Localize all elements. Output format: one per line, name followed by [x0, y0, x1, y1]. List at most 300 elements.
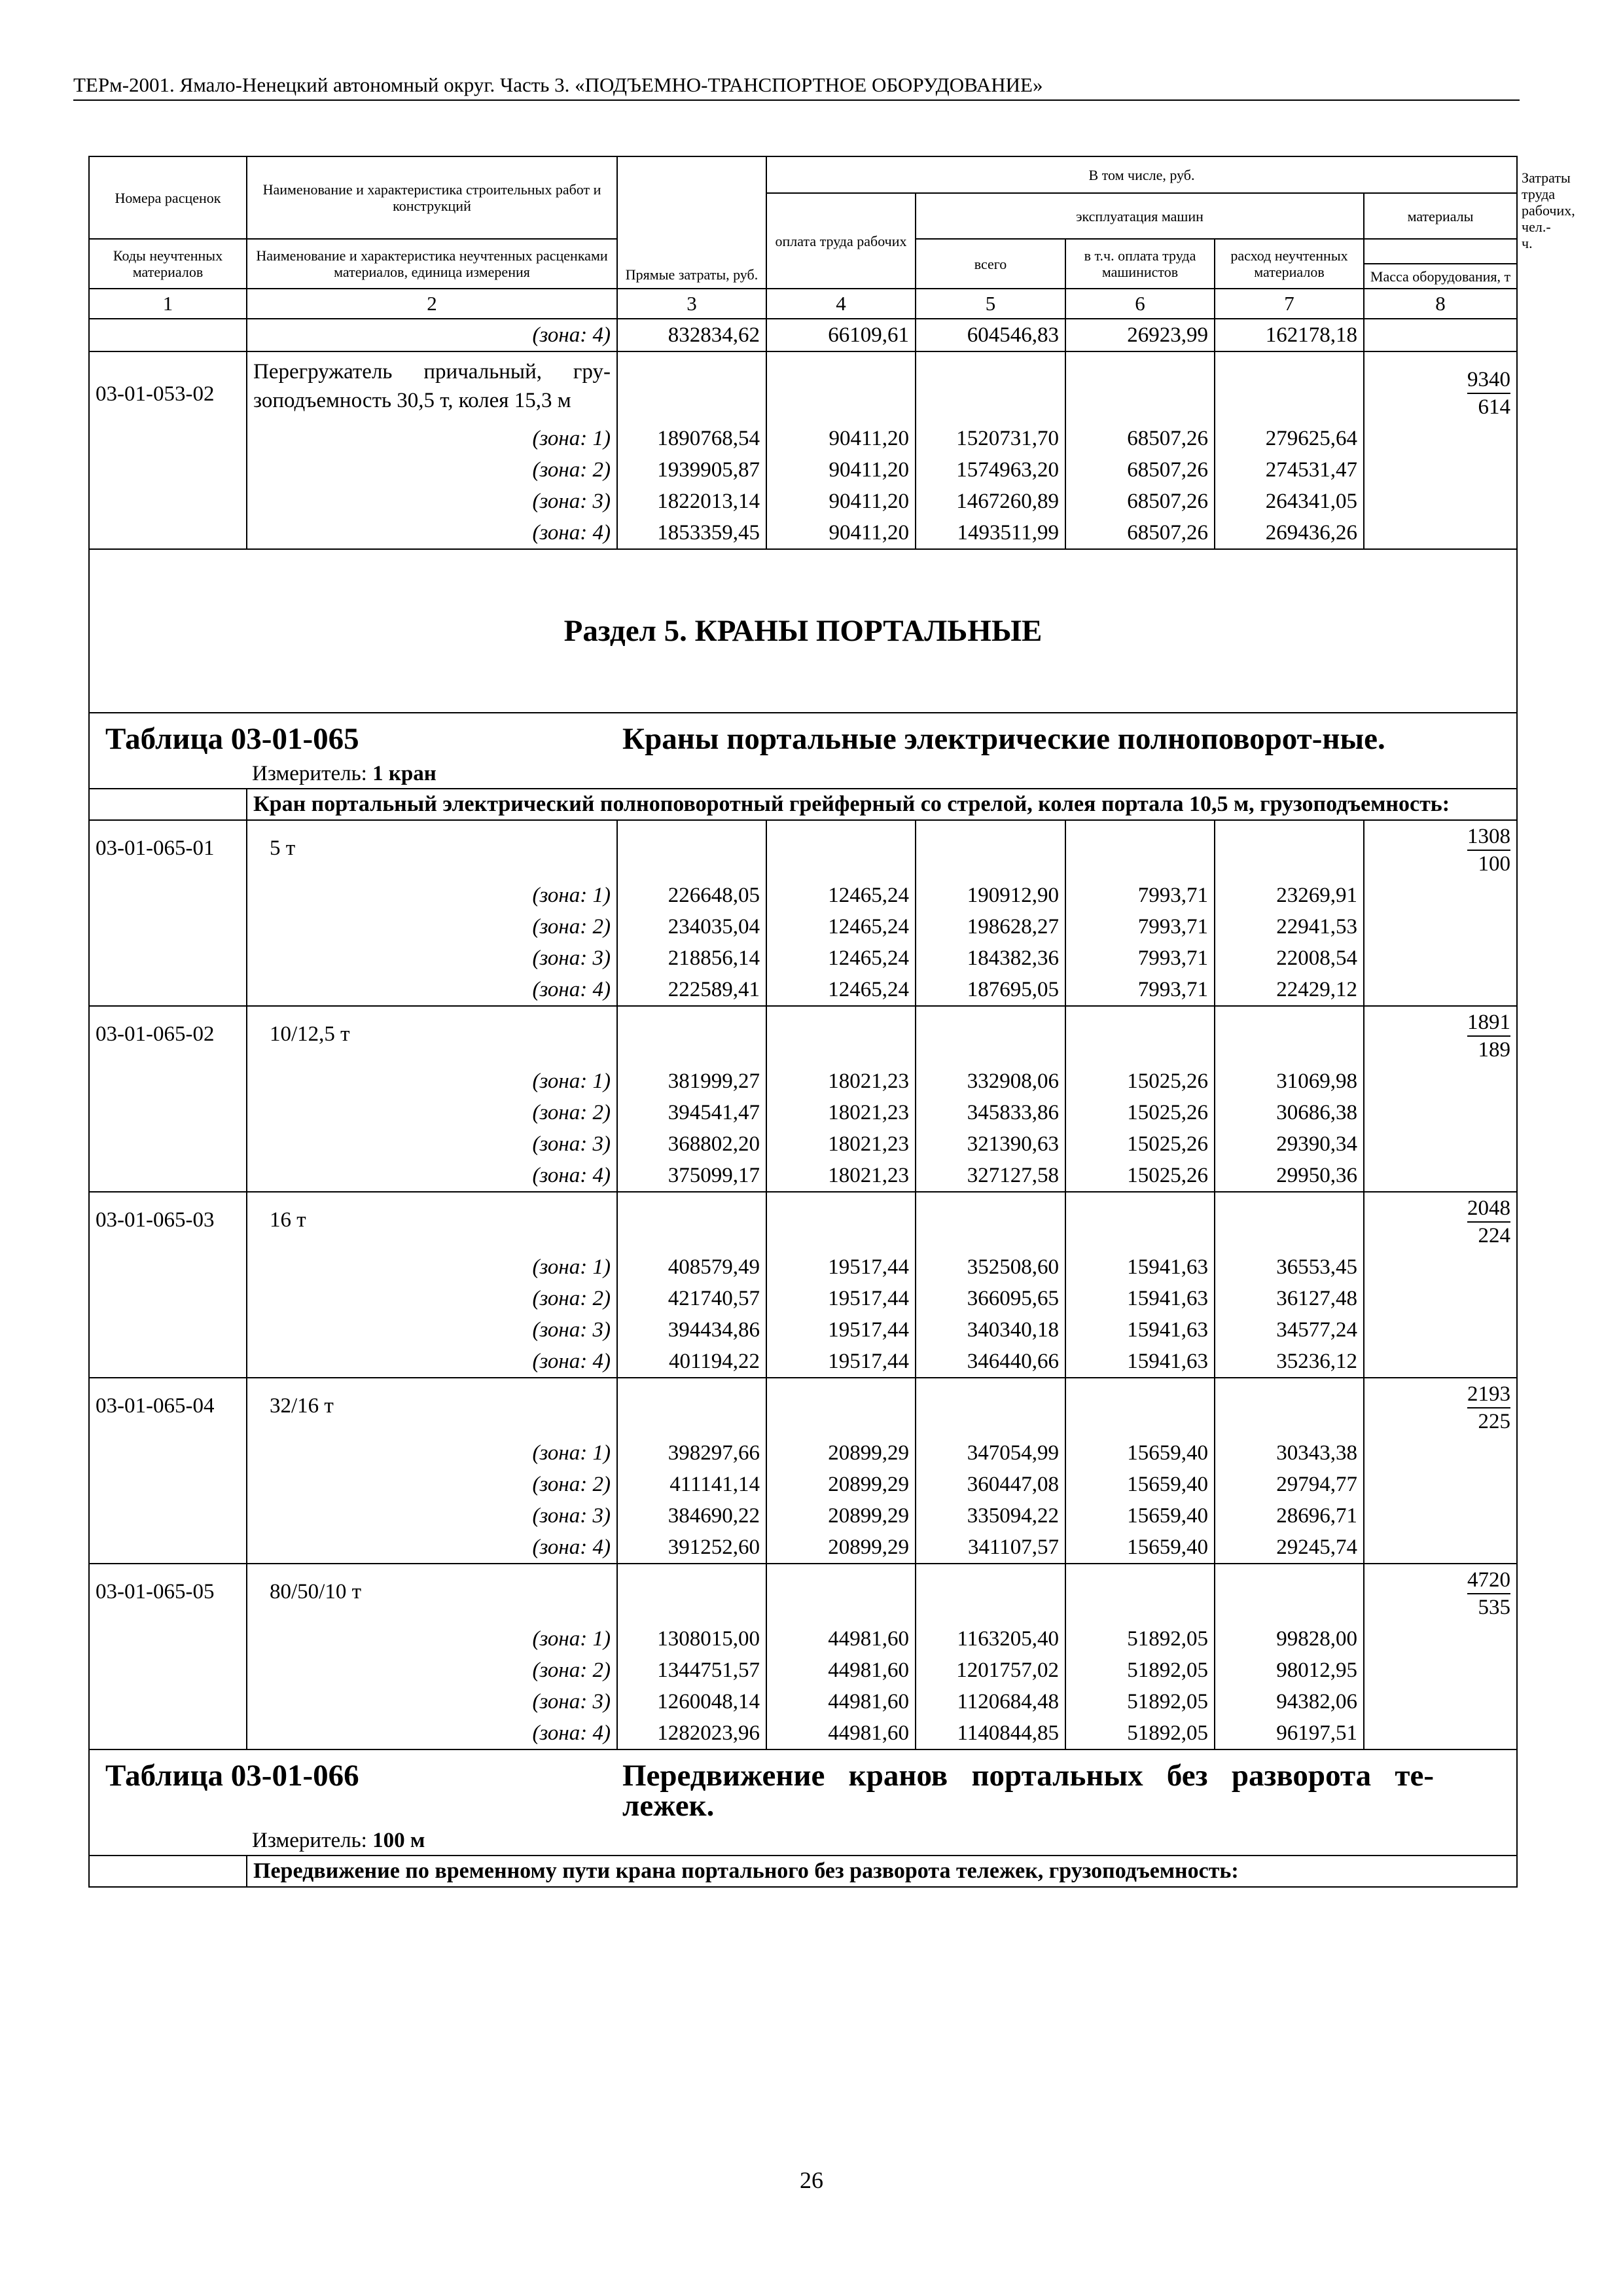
empty-cell: [89, 911, 247, 942]
head-unacc: расход неучтенных материалов: [1215, 239, 1364, 289]
value-cell: 408579,49: [617, 1251, 766, 1283]
empty-cell: [1065, 1006, 1215, 1066]
equipment-mass-value: 535: [1478, 1596, 1511, 1619]
zone-row: [89, 880, 1517, 911]
empty-cell: [1364, 423, 1517, 454]
empty-cell: [1364, 1346, 1517, 1378]
zone-label: (зона: 1): [247, 1251, 617, 1283]
value-cell: 218856,14: [617, 942, 766, 974]
labor-cost-value: 4720: [1467, 1567, 1510, 1594]
value-cell: 98012,95: [1215, 1655, 1364, 1686]
empty-cell: [1364, 1686, 1517, 1717]
empty-cell: [89, 1251, 247, 1283]
empty-cell: [89, 1655, 247, 1686]
zone-label: (зона: 3): [247, 1686, 617, 1717]
head-direct: Прямые затраты, руб.: [617, 156, 766, 289]
value-cell: 35236,12: [1215, 1346, 1364, 1378]
section-row: [89, 549, 1517, 713]
empty-cell: [1364, 880, 1517, 911]
empty-cell: [89, 1437, 247, 1469]
zone-row: [89, 1097, 1517, 1128]
value-cell: 274531,47: [1215, 454, 1364, 486]
zone-label: (зона: 3): [247, 1314, 617, 1346]
running-header: ТЕРм-2001. Ямало-Ненецкий автономный округ. Часть 3. «ПОДЪЕМНО-ТРАНСПОРТНОЕ ОБОРУДОВАНИЕ»: [73, 73, 1520, 101]
zone-label: (зона: 4): [247, 1346, 617, 1378]
value-cell: 22008,54: [1215, 942, 1364, 974]
empty-cell: [1364, 1314, 1517, 1346]
col-number: 5: [916, 289, 1065, 319]
value-cell: 51892,05: [1065, 1717, 1215, 1749]
empty-cell: [617, 1192, 766, 1251]
zone-row: [89, 486, 1517, 517]
zone-row: [89, 1469, 1517, 1500]
labor-fraction: [1364, 1192, 1517, 1251]
head-materials: материалы: [1364, 193, 1517, 239]
value-cell: 15025,26: [1065, 1097, 1215, 1128]
value-cell: 19517,44: [766, 1283, 916, 1314]
labor-cost-value: 1891: [1467, 1009, 1510, 1037]
value-cell: 15025,26: [1065, 1128, 1215, 1160]
empty-cell: [1364, 1437, 1517, 1469]
value-cell: 340340,18: [916, 1314, 1065, 1346]
value-cell: 347054,99: [916, 1437, 1065, 1469]
zone-row: [89, 1623, 1517, 1655]
value-cell: 12465,24: [766, 880, 916, 911]
value-cell: 1574963,20: [916, 454, 1065, 486]
empty-cell: [89, 1128, 247, 1160]
empty-cell: [617, 1564, 766, 1623]
empty-cell: [89, 880, 247, 911]
rate-row: [89, 1192, 1517, 1251]
empty-cell: [89, 1314, 247, 1346]
value-cell: 68507,26: [1065, 423, 1215, 454]
labor-cost-value: 2048: [1467, 1195, 1510, 1223]
value-cell: 96197,51: [1215, 1717, 1364, 1749]
section-title: Раздел 5. КРАНЫ ПОРТАЛЬНЫЕ: [89, 549, 1517, 713]
group-heading: Кран портальный электрический полноповоротный грейферный со стрелой, колея портала 10,5 м, грузоподъемность:: [247, 789, 1517, 820]
value-cell: 198628,27: [916, 911, 1065, 942]
zone-label: (зона: 4): [247, 1717, 617, 1749]
value-cell: 68507,26: [1065, 517, 1215, 549]
rate-row: [89, 820, 1517, 880]
value-cell: 162178,18: [1215, 319, 1364, 351]
value-cell: 44981,60: [766, 1686, 916, 1717]
empty-cell: [89, 517, 247, 549]
value-cell: 44981,60: [766, 1655, 916, 1686]
value-cell: 1308015,00: [617, 1623, 766, 1655]
empty-cell: [1364, 1128, 1517, 1160]
col-number: 4: [766, 289, 916, 319]
value-cell: 604546,83: [916, 319, 1065, 351]
empty-cell: [766, 1564, 916, 1623]
rate-code: 03-01-065-02: [89, 1006, 247, 1066]
rate-name: Перегружатель причальный, гру-зоподъемность 30,5 т, колея 15,3 м: [247, 351, 617, 423]
value-cell: 29390,34: [1215, 1128, 1364, 1160]
value-cell: 36127,48: [1215, 1283, 1364, 1314]
empty-cell: [1364, 1532, 1517, 1564]
zone-label: (зона: 1): [247, 1437, 617, 1469]
empty-cell: [1364, 486, 1517, 517]
value-cell: 94382,06: [1215, 1686, 1364, 1717]
zone-label: (зона: 4): [247, 1160, 617, 1192]
value-cell: 28696,71: [1215, 1500, 1364, 1532]
value-cell: 421740,57: [617, 1283, 766, 1314]
zone-row: [89, 974, 1517, 1006]
value-cell: 30686,38: [1215, 1097, 1364, 1128]
empty-cell: [89, 974, 247, 1006]
value-cell: 1493511,99: [916, 517, 1065, 549]
value-cell: 15941,63: [1065, 1346, 1215, 1378]
empty-cell: [1364, 1469, 1517, 1500]
labor-fraction: [1364, 1378, 1517, 1437]
empty-cell: [89, 1160, 247, 1192]
value-cell: 1260048,14: [617, 1686, 766, 1717]
empty-cell: [1364, 1500, 1517, 1532]
value-cell: 30343,38: [1215, 1437, 1364, 1469]
value-cell: 51892,05: [1065, 1623, 1215, 1655]
measure-label: Измеритель:: [252, 762, 373, 785]
value-cell: 345833,86: [916, 1097, 1065, 1128]
zone-label: (зона: 2): [247, 911, 617, 942]
empty-cell: [89, 1686, 247, 1717]
value-cell: 18021,23: [766, 1160, 916, 1192]
value-cell: 352508,60: [916, 1251, 1065, 1283]
value-cell: 15941,63: [1065, 1314, 1215, 1346]
rate-code: 03-01-065-04: [89, 1378, 247, 1437]
empty-cell: [766, 1378, 916, 1437]
value-cell: 832834,62: [617, 319, 766, 351]
zone-row: [89, 1346, 1517, 1378]
value-cell: 187695,05: [916, 974, 1065, 1006]
value-cell: 90411,20: [766, 486, 916, 517]
value-cell: 346440,66: [916, 1346, 1065, 1378]
rate-name: 10/12,5 т: [247, 1006, 617, 1066]
measure: [105, 759, 1501, 788]
empty-cell: [89, 1623, 247, 1655]
empty-cell: [766, 1192, 916, 1251]
empty-cell: [89, 1097, 247, 1128]
zone-label: (зона: 3): [247, 486, 617, 517]
zone-row: [89, 911, 1517, 942]
head-labor-pay: оплата труда рабочих: [766, 193, 916, 289]
value-cell: 23269,91: [1215, 880, 1364, 911]
value-cell: 366095,65: [916, 1283, 1065, 1314]
table065-title-row: [89, 713, 1517, 789]
head-code: Номера расценок: [89, 156, 247, 239]
value-cell: 99828,00: [1215, 1623, 1364, 1655]
value-cell: 222589,41: [617, 974, 766, 1006]
rate-row: [89, 1564, 1517, 1623]
value-cell: 332908,06: [916, 1066, 1065, 1097]
value-cell: 20899,29: [766, 1500, 916, 1532]
value-cell: 391252,60: [617, 1532, 766, 1564]
equipment-mass-value: 614: [1478, 395, 1511, 419]
rate-name: 5 т: [247, 820, 617, 880]
value-cell: 341107,57: [916, 1532, 1065, 1564]
value-cell: 19517,44: [766, 1314, 916, 1346]
zone-label: (зона: 3): [247, 1500, 617, 1532]
value-cell: 394434,86: [617, 1314, 766, 1346]
value-cell: 90411,20: [766, 423, 916, 454]
head-machines: эксплуатация машин: [916, 193, 1364, 239]
zone-row: [89, 1437, 1517, 1469]
empty-cell: [89, 942, 247, 974]
value-cell: 1282023,96: [617, 1717, 766, 1749]
value-cell: 18021,23: [766, 1066, 916, 1097]
labor-fraction: [1364, 820, 1517, 880]
value-cell: 15659,40: [1065, 1469, 1215, 1500]
empty-cell: [89, 1717, 247, 1749]
rate-row: [89, 1006, 1517, 1066]
column-numbers-row: [89, 289, 1517, 319]
value-cell: 264341,05: [1215, 486, 1364, 517]
empty-cell: [1364, 974, 1517, 1006]
value-cell: 12465,24: [766, 942, 916, 974]
empty-cell: [1364, 942, 1517, 974]
labor-fraction: [1364, 1006, 1517, 1066]
empty-cell: [916, 1192, 1065, 1251]
labor-cost-value: 9340: [1467, 367, 1510, 394]
value-cell: 22429,12: [1215, 974, 1364, 1006]
empty-cell: [1215, 1564, 1364, 1623]
zone-label: (зона: 2): [247, 1097, 617, 1128]
zone-label: (зона: 4): [247, 1532, 617, 1564]
head-mach-pay: в т.ч. оплата труда машинистов: [1065, 239, 1215, 289]
empty-cell: [1065, 1192, 1215, 1251]
value-cell: 411141,14: [617, 1469, 766, 1500]
value-cell: 234035,04: [617, 911, 766, 942]
value-cell: 15941,63: [1065, 1251, 1215, 1283]
empty-cell: [1364, 517, 1517, 549]
empty-cell: [766, 820, 916, 880]
value-cell: 7993,71: [1065, 974, 1215, 1006]
zone-row: [89, 1686, 1517, 1717]
value-cell: 1140844,85: [916, 1717, 1065, 1749]
labor-fraction: [1364, 1564, 1517, 1623]
value-cell: 394541,47: [617, 1097, 766, 1128]
empty-cell: [1364, 1717, 1517, 1749]
value-cell: 44981,60: [766, 1623, 916, 1655]
value-cell: 19517,44: [766, 1346, 916, 1378]
value-cell: 368802,20: [617, 1128, 766, 1160]
value-cell: 335094,22: [916, 1500, 1065, 1532]
zone-row: [89, 517, 1517, 549]
value-cell: 327127,58: [916, 1160, 1065, 1192]
zone-row: [89, 423, 1517, 454]
value-cell: 15941,63: [1065, 1283, 1215, 1314]
group-heading: Передвижение по временному пути крана портального без разворота тележек, грузоподъемность:: [247, 1856, 1517, 1887]
col-number: 7: [1215, 289, 1364, 319]
head-name: Наименование и характеристика строительных работ и конструкций: [247, 156, 617, 239]
measure-label: Измеритель:: [252, 1829, 373, 1852]
value-cell: 31069,98: [1215, 1066, 1364, 1097]
value-cell: 29950,36: [1215, 1160, 1364, 1192]
value-cell: 381999,27: [617, 1066, 766, 1097]
zone-label: (зона: 1): [247, 1066, 617, 1097]
value-cell: 184382,36: [916, 942, 1065, 974]
labor-fraction: [1364, 351, 1517, 423]
value-cell: 12465,24: [766, 911, 916, 942]
rate-name: 16 т: [247, 1192, 617, 1251]
zone-row: [89, 1717, 1517, 1749]
zone-label: (зона: 2): [247, 1469, 617, 1500]
empty-cell: [89, 1346, 247, 1378]
empty-cell: [1065, 820, 1215, 880]
rate-code: 03-01-065-03: [89, 1192, 247, 1251]
empty-cell: [916, 1378, 1065, 1437]
value-cell: 15025,26: [1065, 1066, 1215, 1097]
table-label: Таблица 03-01-065: [105, 722, 359, 756]
empty-cell: [89, 423, 247, 454]
zone-row: [89, 1066, 1517, 1097]
empty-cell: [617, 820, 766, 880]
zone-label: (зона: 1): [247, 1623, 617, 1655]
value-cell: 26923,99: [1065, 319, 1215, 351]
value-cell: 66109,61: [766, 319, 916, 351]
value-cell: 360447,08: [916, 1469, 1065, 1500]
value-cell: 20899,29: [766, 1532, 916, 1564]
value-cell: 1939905,87: [617, 454, 766, 486]
col-number: 3: [617, 289, 766, 319]
value-cell: 7993,71: [1065, 880, 1215, 911]
zone-label: (зона: 3): [247, 1128, 617, 1160]
value-cell: 321390,63: [916, 1128, 1065, 1160]
carry-row: [89, 319, 1517, 351]
empty-cell: [1215, 1378, 1364, 1437]
zone-row: [89, 942, 1517, 974]
rate-code: 03-01-065-01: [89, 820, 247, 880]
value-cell: 398297,66: [617, 1437, 766, 1469]
empty-cell: [1364, 1097, 1517, 1128]
value-cell: 279625,64: [1215, 423, 1364, 454]
value-cell: 1201757,02: [916, 1655, 1065, 1686]
value-cell: 90411,20: [766, 454, 916, 486]
value-cell: 15659,40: [1065, 1437, 1215, 1469]
empty-cell: [89, 486, 247, 517]
value-cell: 1520731,70: [916, 423, 1065, 454]
zone-row: [89, 454, 1517, 486]
zone-row: [89, 1128, 1517, 1160]
labor-cost-value: 2193: [1467, 1381, 1510, 1408]
value-cell: 20899,29: [766, 1437, 916, 1469]
empty-cell: [916, 1006, 1065, 1066]
head-incl: В том числе, руб.: [766, 156, 1517, 193]
empty-cell: [1364, 1655, 1517, 1686]
value-cell: 34577,24: [1215, 1314, 1364, 1346]
zone-label: (зона: 2): [247, 1655, 617, 1686]
table-label: Таблица 03-01-066: [105, 1759, 359, 1793]
empty-cell: [89, 789, 247, 820]
labor-cost-value: 1308: [1467, 823, 1510, 851]
page-number: 26: [800, 2167, 823, 2193]
empty-cell: [1364, 1623, 1517, 1655]
empty-cell: [617, 1378, 766, 1437]
head-mat-names: Наименование и характеристика неучтенных расценками материалов, единица измерения: [247, 239, 617, 289]
empty-cell: [1364, 911, 1517, 942]
col-number: 6: [1065, 289, 1215, 319]
head-mass: Масса оборудования, т: [1364, 264, 1517, 289]
zone-label: (зона: 3): [247, 942, 617, 974]
value-cell: 44981,60: [766, 1717, 916, 1749]
col-number: 8: [1364, 289, 1517, 319]
empty-cell: [766, 1006, 916, 1066]
rate-code: 03-01-065-05: [89, 1564, 247, 1623]
value-cell: 375099,17: [617, 1160, 766, 1192]
value-cell: 1344751,57: [617, 1655, 766, 1686]
zone-label: (зона: 4): [247, 974, 617, 1006]
empty-cell: [89, 1856, 247, 1887]
zone-label: (зона: 4): [247, 517, 617, 549]
value-cell: 7993,71: [1065, 942, 1215, 974]
table-title-block: [89, 1749, 1517, 1856]
empty-cell: [617, 1006, 766, 1066]
value-cell: 15659,40: [1065, 1532, 1215, 1564]
value-cell: 20899,29: [766, 1469, 916, 1500]
value-cell: 269436,26: [1215, 517, 1364, 549]
value-cell: 68507,26: [1065, 486, 1215, 517]
measure-value: 1 кран: [372, 762, 437, 785]
rate-name: 80/50/10 т: [247, 1564, 617, 1623]
table066-group-row: [89, 1856, 1517, 1887]
value-cell: 22941,53: [1215, 911, 1364, 942]
rate-row: [89, 1378, 1517, 1437]
empty-cell: [1364, 454, 1517, 486]
empty-cell: [1065, 1564, 1215, 1623]
value-cell: 15659,40: [1065, 1500, 1215, 1532]
empty-cell: [89, 1469, 247, 1500]
value-cell: 18021,23: [766, 1097, 916, 1128]
equipment-mass-value: 225: [1478, 1410, 1511, 1433]
value-cell: 1120684,48: [916, 1686, 1065, 1717]
table065-group-row: [89, 789, 1517, 820]
zone-row: [89, 1160, 1517, 1192]
empty-cell: [89, 1500, 247, 1532]
head-mat-codes: Коды неучтенных материалов: [89, 239, 247, 289]
empty-cell: [916, 1564, 1065, 1623]
table-title: Краны портальные электрические полноповорот-ные.: [622, 722, 1385, 756]
table-title: Передвижение кранов портальных без разворота те-лежек.: [622, 1759, 1434, 1823]
measure: [105, 1826, 1501, 1855]
empty-cell: [916, 820, 1065, 880]
zone-row: [89, 1314, 1517, 1346]
measure-value: 100 м: [372, 1829, 425, 1852]
value-cell: 29794,77: [1215, 1469, 1364, 1500]
equipment-mass-value: 100: [1478, 852, 1511, 876]
zone-row: [89, 1655, 1517, 1686]
table-title-block: [89, 713, 1517, 789]
zone-label: (зона: 1): [247, 423, 617, 454]
rate-name: 32/16 т: [247, 1378, 617, 1437]
value-cell: 29245,74: [1215, 1532, 1364, 1564]
zone-row: [89, 1283, 1517, 1314]
zone-label: (зона: 2): [247, 454, 617, 486]
value-cell: 1467260,89: [916, 486, 1065, 517]
rates-table: Номера расценок Наименование и характеристика строительных работ и конструкций Прямые затраты, руб. В том числе, руб. Затраты труда рабочих, чел.-ч. оплата труда рабочих эксплуатация машин материалы Коды неучтенных материалов Наименование и характеристика неучтенных расценками материалов, единица измерения всего в т.ч. оплата труда машинистов расход неучтенных материалов Масса оборудования, т 1 2 3 4 5 6 7 8 (зона: 4) 832834,62 66109,61 604546,83 26923,99 162178,18 03-01-053-02 Перегружатель причальный, гру-зоподъемность 30,5 т, колея 15,3 м $\frac{9340}{614}$ (зона: 1) 1890768,54 90411,20 1520731,70 68507,26 279625,64 (зона: 2) 1939905,87 90411,20 1574963,20 68507,26 274531,47 (зона: 3) 1822013,14 90411,20 1467260,89 68507,26 264341,05 (зона: 4) 1853359,45 90411,20 1493511,99 68507,26 269436,26 Раздел 5. КРАНЫ ПОРТАЛЬНЫЕ Таблица 03-01-065 Краны портальные электрические полноповорот-ные. Измеритель: 1 кран Кран портальный электрический полноповоротный грейферный со стрелой, колея портала 10,5 м, грузоподъемность: 03-01-065-01 5 т $\frac{1308}{100}$ (зона: 1) 226648,05 12465,24 190912,90 7993,71 23269,91 (зона: 2) 234035,04 12465,24 198628,27 7993,71 22941,53 (зона: 3) 218856,14 12465,24 184382,36 7993,71 22008,54 (зона: 4) 222589,41 12465,24 187695,05 7993,71 22429,12 03-01-065-02 10/12,5 т $\frac{1891}{189}$ (зона: 1) 381999,27 18021,23 332908,06 15025,26 31069,98 (зона: 2) 394541,47 18021,23 345833,86 15025,26 30686,38 (зона: 3) 368802,20 18021,23 321390,63 15025,26 29390,34 (зона: 4) 375099,17 18021,23 327127,58 15025,26 29950,36 03-01-065-03 16 т $\frac{2048}{224}$ (зона: 1) 408579,49 19517,44 352508,60 15941,63 36553,45 (зона: 2) 421740,57 19517,44 366095,65 15941,63 36127,48 (зона: 3) 394434,86 19517,44 340340,18 15941,63 34577,24 (зона: 4) 401194,22 19517,44 346440,66 15941,63 35236,12 03-01-065-04 32/16 т $\frac{2193}{225}$ (зона: 1) 398297,66 20899,29 347054,99 15659,40 30343,38 (зона: 2) 411141,14 20899,29 360447,08 15659,40 29794,77 (зона: 3) 384690,22 20899,29 335094,22 15659,40 28696,71 (зона: 4) 391252,60 20899,29 341107,57 15659,40 29245,74 03-01-065-05 80/50/10 т $\frac{4720}{535}$ (зона: 1) 1308015,00 44981,60 1163205,40 51892,05 99828,00 (зона: 2) 1344751,57 44981,60 1201757,02 51892,05 98012,95 (зона: 3) 1260048,14 44981,60 1120684,48 51892,05 94382,06 (зона: 4) 1282023,96 44981,60 1140844,85 51892,05 96197,51 Таблица 03-01-066 Передвижение кранов портальных без разворота те-лежек. Измеритель: 100 м Передвижение по временному пути крана портального без разворота тележек, грузоподъемность:: [88, 156, 1518, 1888]
value-cell: 384690,22: [617, 1500, 766, 1532]
value-cell: 36553,45: [1215, 1251, 1364, 1283]
value-cell: 190912,90: [916, 880, 1065, 911]
empty-cell: [1215, 1192, 1364, 1251]
zone-label: (зона: 1): [247, 880, 617, 911]
value-cell: 18021,23: [766, 1128, 916, 1160]
table066-title-row: [89, 1749, 1517, 1856]
value-cell: 68507,26: [1065, 454, 1215, 486]
col-number: 1: [89, 289, 247, 319]
col-number: 2: [247, 289, 617, 319]
empty-cell: [89, 1066, 247, 1097]
value-cell: 1163205,40: [916, 1623, 1065, 1655]
zone-label: (зона: 4): [247, 319, 617, 351]
